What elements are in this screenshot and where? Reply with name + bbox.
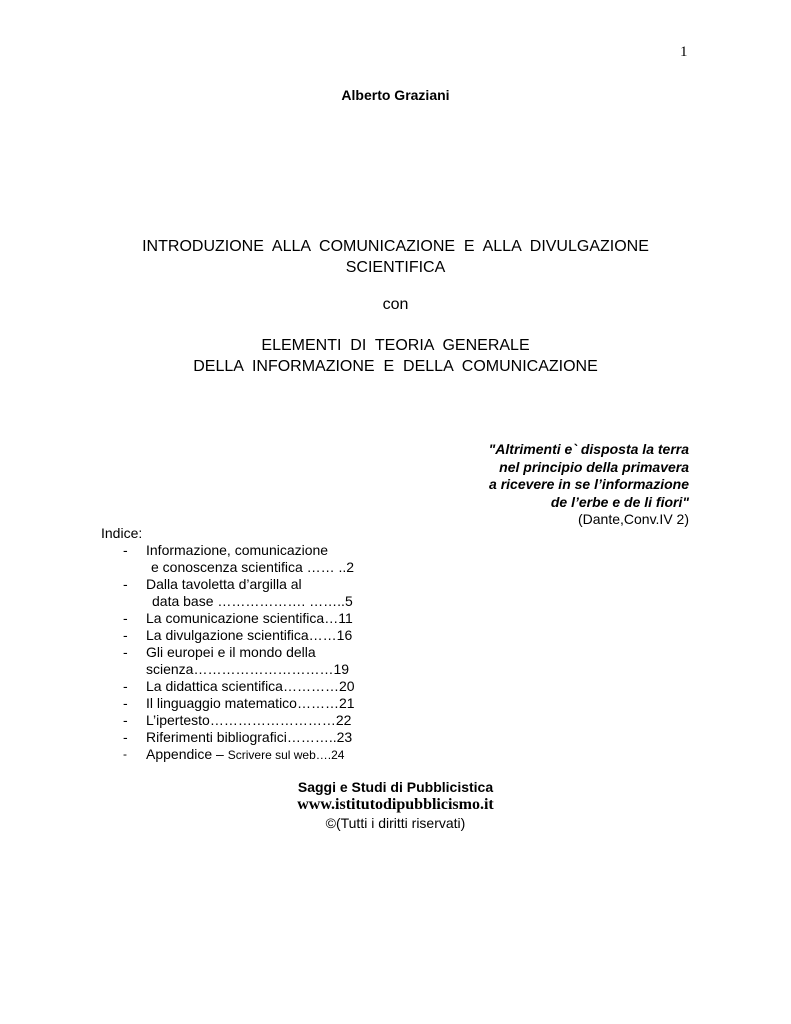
toc-item-text: La comunicazione scientifica…11 xyxy=(146,610,353,626)
quote-line-4: de l’erbe e de li fiori" xyxy=(550,493,689,510)
toc-title: Indice: xyxy=(101,525,143,541)
subtitle-line-1: ELEMENTI DI TEORIA GENERALE xyxy=(261,337,530,354)
toc-item: - Il linguaggio matematico………21 xyxy=(123,695,355,711)
toc-item-text: La divulgazione scientifica……16 xyxy=(146,627,353,643)
toc-item-text: La didattica scientifica…………20 xyxy=(146,678,355,694)
toc-item-text xyxy=(146,746,355,764)
epigraph-quote xyxy=(489,441,689,529)
toc-item-text: data base ………………. ……..5 xyxy=(152,593,353,609)
title-line-2: SCIENTIFICA xyxy=(345,259,446,276)
toc-item-text: L’ipertesto………………………22 xyxy=(146,712,352,728)
author-name: Alberto Graziani xyxy=(341,87,450,103)
toc-item-main: Appendice – xyxy=(146,746,228,762)
document-title xyxy=(0,236,791,278)
document-subtitle xyxy=(0,335,791,377)
toc-item: - Informazione, comunicazione e conoscenza scientifica …… ..2 xyxy=(123,542,355,575)
page-number: 1 xyxy=(680,44,688,60)
toc-item: - La comunicazione scientifica…11 xyxy=(123,610,353,626)
toc-item-text: e conoscenza scientifica …… ..2 xyxy=(151,559,355,575)
toc-item: - Riferimenti bibliografici………..23 xyxy=(101,729,355,746)
subtitle-line-2: DELLA INFORMAZIONE E DELLA COMUNICAZIONE xyxy=(193,358,598,375)
toc-item: - La didattica scientifica…………20 xyxy=(123,678,355,694)
series-name: Saggi e Studi di Pubblicistica xyxy=(297,779,494,795)
table-of-contents xyxy=(101,525,355,764)
toc-item-text: Gli europei e il mondo della xyxy=(146,644,316,660)
toc-item: - L’ipertesto………………………22 xyxy=(101,712,355,729)
toc-item: - Appendice – Scrivere sul web….24 xyxy=(101,746,355,764)
publisher-url: www.istitutodipubblicismo.it xyxy=(297,796,494,813)
title-line-1: INTRODUZIONE ALLA COMUNICAZIONE E ALLA DIVULGAZIONE xyxy=(142,238,649,255)
toc-item-text: scienza…………………………19 xyxy=(146,661,350,677)
quote-line-1: "Altrimenti e` disposta la terra xyxy=(488,441,689,457)
publisher-footer xyxy=(0,778,791,832)
toc-item-text: Il linguaggio matematico………21 xyxy=(146,695,355,711)
toc-item-text: Riferimenti bibliografici………..23 xyxy=(146,729,353,745)
toc-item-text: Informazione, comunicazione xyxy=(146,542,329,558)
quote-line-3: a ricevere in se l’informazione xyxy=(489,476,689,492)
toc-item-small: Scrivere sul web….24 xyxy=(227,748,345,762)
toc-item: - Gli europei e il mondo della scienza…………………………19 xyxy=(101,644,355,678)
toc-list xyxy=(101,542,355,764)
title-connector: con xyxy=(382,296,409,313)
toc-item-text: Dalla tavoletta d’argilla al xyxy=(146,576,302,592)
quote-line-2: nel principio della primavera xyxy=(499,458,689,475)
copyright-notice: ©(Tutti i diritti riservati) xyxy=(325,815,466,831)
toc-item: - Dalla tavoletta d’argilla al data base ………………. ……..5 xyxy=(123,576,353,609)
toc-item: - La divulgazione scientifica……16 xyxy=(101,627,355,644)
quote-source: (Dante,Conv.IV 2) xyxy=(577,511,689,527)
